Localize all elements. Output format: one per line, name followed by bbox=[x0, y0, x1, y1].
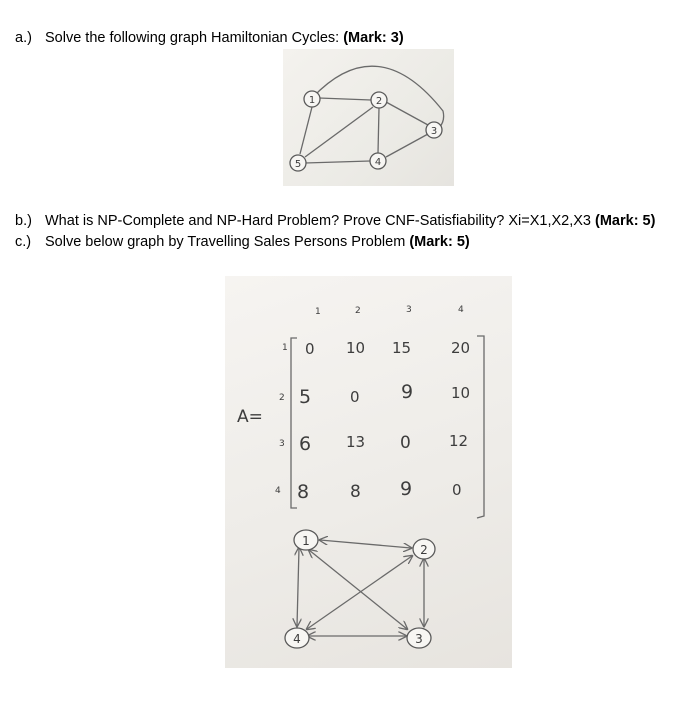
cell-1-2: 10 bbox=[346, 339, 366, 357]
edge-1-5 bbox=[300, 107, 312, 154]
cell-2-4: 10 bbox=[451, 384, 471, 402]
cell-2-3: 9 bbox=[401, 381, 414, 403]
cell-4-3: 9 bbox=[400, 478, 413, 500]
edge-2-4 bbox=[378, 108, 379, 153]
ham-node-3 bbox=[426, 122, 442, 138]
svg-text:1: 1 bbox=[308, 95, 316, 106]
question-b bbox=[15, 212, 655, 230]
cell-2-2: 0 bbox=[350, 388, 360, 406]
question-a bbox=[15, 29, 404, 47]
cell-3-1: 6 bbox=[299, 433, 312, 455]
cell-1-3: 15 bbox=[392, 339, 412, 357]
svg-text:2: 2 bbox=[375, 96, 383, 107]
tsp-edge-1-4 bbox=[297, 548, 299, 626]
row-header-1: 1 bbox=[282, 343, 288, 353]
cell-1-1: 0 bbox=[305, 340, 315, 358]
svg-text:4: 4 bbox=[374, 157, 382, 168]
question-a-mark: (Mark: 3) bbox=[343, 30, 404, 46]
edge-5-4 bbox=[305, 161, 370, 163]
tsp-drawing bbox=[225, 276, 512, 668]
cell-1-4: 20 bbox=[451, 339, 471, 357]
tsp-edge-2-4 bbox=[307, 556, 412, 629]
question-c-text: Solve below graph by Travelling Sales Persons Problem bbox=[45, 234, 410, 250]
cell-2-1: 5 bbox=[299, 386, 312, 408]
question-b-mark: (Mark: 5) bbox=[595, 213, 656, 229]
hamiltonian-graph-drawing bbox=[283, 49, 454, 186]
cell-4-2: 8 bbox=[350, 482, 361, 502]
hamiltonian-graph-photo bbox=[283, 49, 454, 186]
cell-4-1: 8 bbox=[297, 481, 310, 503]
svg-text:3: 3 bbox=[415, 632, 423, 646]
row-header-3: 3 bbox=[279, 439, 285, 449]
tsp-node-1 bbox=[294, 530, 318, 550]
edge-4-3 bbox=[386, 134, 428, 157]
tsp-photo bbox=[225, 276, 512, 668]
col-header-3: 3 bbox=[406, 305, 412, 315]
ham-node-2 bbox=[371, 92, 387, 108]
ham-node-5 bbox=[290, 155, 306, 171]
cell-3-4: 12 bbox=[449, 432, 469, 450]
svg-text:2: 2 bbox=[420, 543, 428, 557]
question-b-text: What is NP-Complete and NP-Hard Problem? Prove CNF-Satisfiability? Xi=X1,X2,X3 bbox=[45, 213, 596, 229]
question-a-number: a.) bbox=[15, 30, 32, 46]
col-header-1: 1 bbox=[315, 307, 321, 317]
svg-text:4: 4 bbox=[293, 632, 301, 646]
matrix-right-bracket bbox=[477, 336, 484, 518]
edge-1-2 bbox=[319, 98, 371, 100]
tsp-node-2 bbox=[413, 539, 435, 559]
cell-4-4: 0 bbox=[452, 481, 462, 499]
question-c-mark: (Mark: 5) bbox=[409, 234, 470, 250]
col-header-4: 4 bbox=[458, 305, 464, 315]
edge-2-5 bbox=[305, 107, 373, 157]
row-header-4: 4 bbox=[275, 486, 281, 496]
cell-3-2: 13 bbox=[346, 433, 366, 451]
tsp-node-4 bbox=[285, 628, 309, 648]
ham-node-1 bbox=[304, 91, 320, 107]
question-b-number: b.) bbox=[15, 213, 32, 229]
matrix-label: A= bbox=[237, 407, 263, 427]
question-a-text: Solve the following graph Hamiltonian Cycles: bbox=[45, 30, 344, 46]
question-c bbox=[15, 233, 470, 251]
svg-text:5: 5 bbox=[294, 159, 302, 170]
tsp-edge-1-2 bbox=[320, 540, 411, 548]
svg-text:3: 3 bbox=[430, 126, 438, 137]
col-header-2: 2 bbox=[355, 306, 361, 316]
tsp-node-3 bbox=[407, 628, 431, 648]
question-c-number: c.) bbox=[15, 234, 32, 250]
cell-3-3: 0 bbox=[400, 433, 411, 453]
row-header-2: 2 bbox=[279, 393, 285, 403]
edge-2-3 bbox=[386, 102, 428, 125]
svg-text:1: 1 bbox=[302, 534, 310, 548]
ham-node-4 bbox=[370, 153, 386, 169]
